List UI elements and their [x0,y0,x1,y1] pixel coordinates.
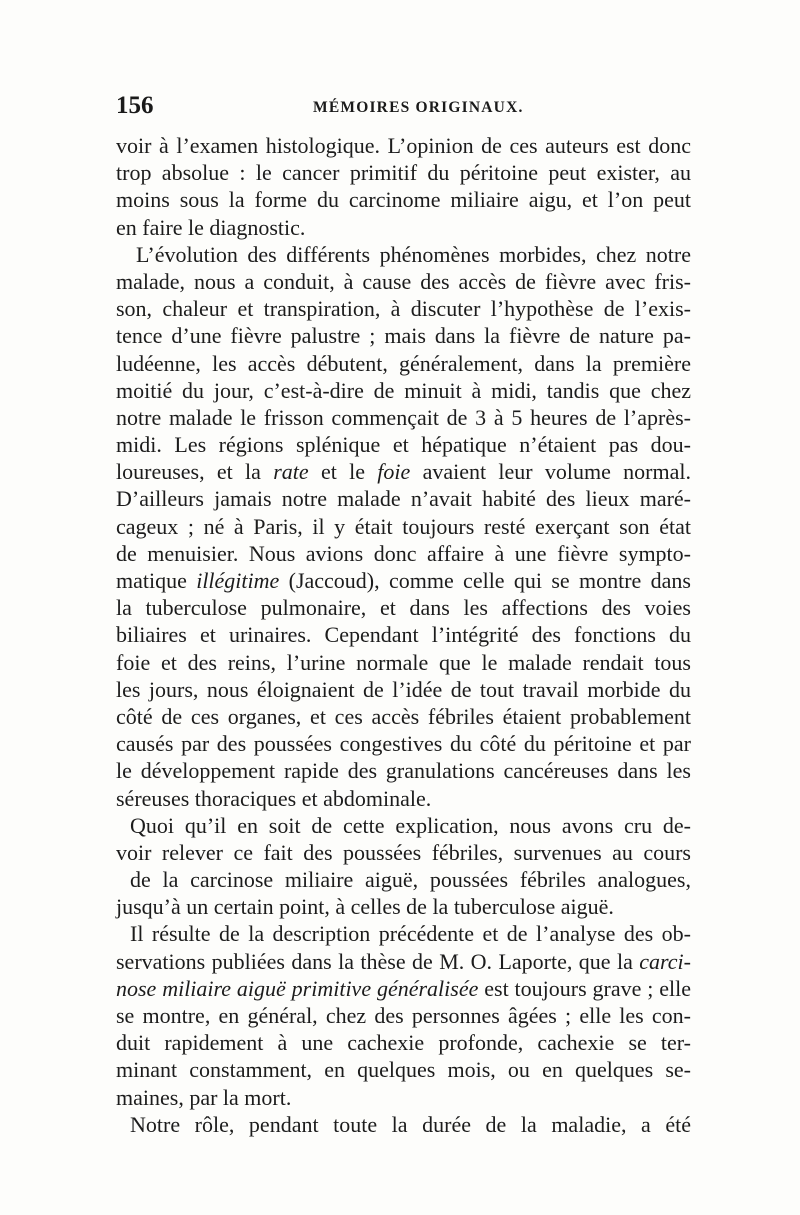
text-line: se montre, en général, chez des personnes âgées ; elle les con- [116,1003,691,1028]
text-line: jusqu’à un certain point, à celles de la tuberculose aiguë. [116,894,614,920]
text-line: trop absolue : le cancer primitif du péritoine peut exister, au [116,160,691,186]
text-line: côté de ces organes, et ces accès fébriles étaient probablement [116,703,691,729]
page-number: 156 [116,92,154,119]
text-line: notre malade le frisson commençait de 3 à 5 heures de l’après- [116,404,691,430]
text-line: de menuisier. Nous avions donc affaire à une fièvre sympto- [116,540,691,566]
text-line: ludéenne, les accès débutent, généralement, dans la première [116,350,691,376]
page-header [116,92,691,122]
italic-term: rate [273,459,309,485]
text-line: biliaires et urinaires. Cependant l’intégrité des fonctions du [116,622,691,648]
italic-term: carci- [639,948,691,974]
text-line: malade, nous a conduit, à cause des accès de fièvre avec fris- [116,268,691,294]
italic-term: illégitime [196,568,280,593]
body-text [116,132,691,1138]
paragraph-start-line: Notre rôle, pendant toute la durée de la maladie, a été [130,1111,691,1137]
italic-term: foie [377,459,411,485]
text-line: voir relever ce fait des poussées fébriles, survenues au cours [116,839,691,865]
paragraph-start-line: Quoi qu’il en soit de cette explication, nous avons cru de- [130,812,691,838]
text-line: D’ailleurs jamais notre malade n’avait habité des lieux maré- [116,486,691,512]
text-line: servations publiées dans la thèse de M. O. Laporte, que la carci- [116,948,691,974]
text-line: moitié du jour, c’est-à-dire de minuit à midi, tandis que chez [116,377,691,403]
text-line: le développement rapide des granulations cancéreuses dans les [116,758,691,784]
text-line: cageux ; né à Paris, il y était toujours resté exerçant son état [116,513,691,539]
text-line: tence d’une fièvre palustre ; mais dans la fièvre de nature pa- [116,323,691,349]
text-line: nose miliaire aiguë primitive généralisée est toujours grave ; elle [116,975,691,1001]
italic-term: nose miliaire aiguë primitive généralisée [116,975,479,1001]
text-line: moins sous la forme du carcinome miliaire aigu, et l’on peut [116,187,691,213]
text-line: la tuberculose pulmonaire, et dans les affections des voies [116,595,691,621]
text-line: causés par des poussées congestives du côté du péritoine et par [116,731,691,757]
text-line: son, chaleur et transpiration, à discuter l’hypothèse de l’exis- [116,296,691,322]
text-line: minant constamment, en quelques mois, ou en quelques se- [116,1057,691,1083]
text-line: en faire le diagnostic. [116,214,306,240]
text-line: de la carcinose miliaire aiguë, poussées fébriles analogues, [130,867,691,893]
text-line: séreuses thoraciques et abdominale. [116,785,432,811]
paragraph-start-line: Il résulte de la description précédente et de l’analyse des ob- [130,921,691,947]
text-line: voir à l’examen histologique. L’opinion de ces auteurs est donc [116,133,691,158]
text-line: loureuses, et la rate et le foie avaient leur volume normal. [116,459,691,485]
text-line: matique illégitime (Jaccoud), comme celle qui se montre dans [116,568,691,593]
text-line: les jours, nous éloignaient de l’idée de tout travail morbide du [116,676,691,702]
text-line: foie et des reins, l’urine normale que le malade rendait tous [116,649,691,675]
text-line: midi. Les régions splénique et hépatique n’étaient pas dou- [116,432,691,458]
paragraph-start-line: L’évolution des différents phénomènes morbides, chez notre [136,241,691,267]
running-head: MÉMOIRES ORIGINAUX. [313,99,524,116]
text-line: maines, par la mort. [116,1084,292,1110]
text-line: duit rapidement à une cachexie profonde, cachexie se ter- [116,1030,691,1056]
